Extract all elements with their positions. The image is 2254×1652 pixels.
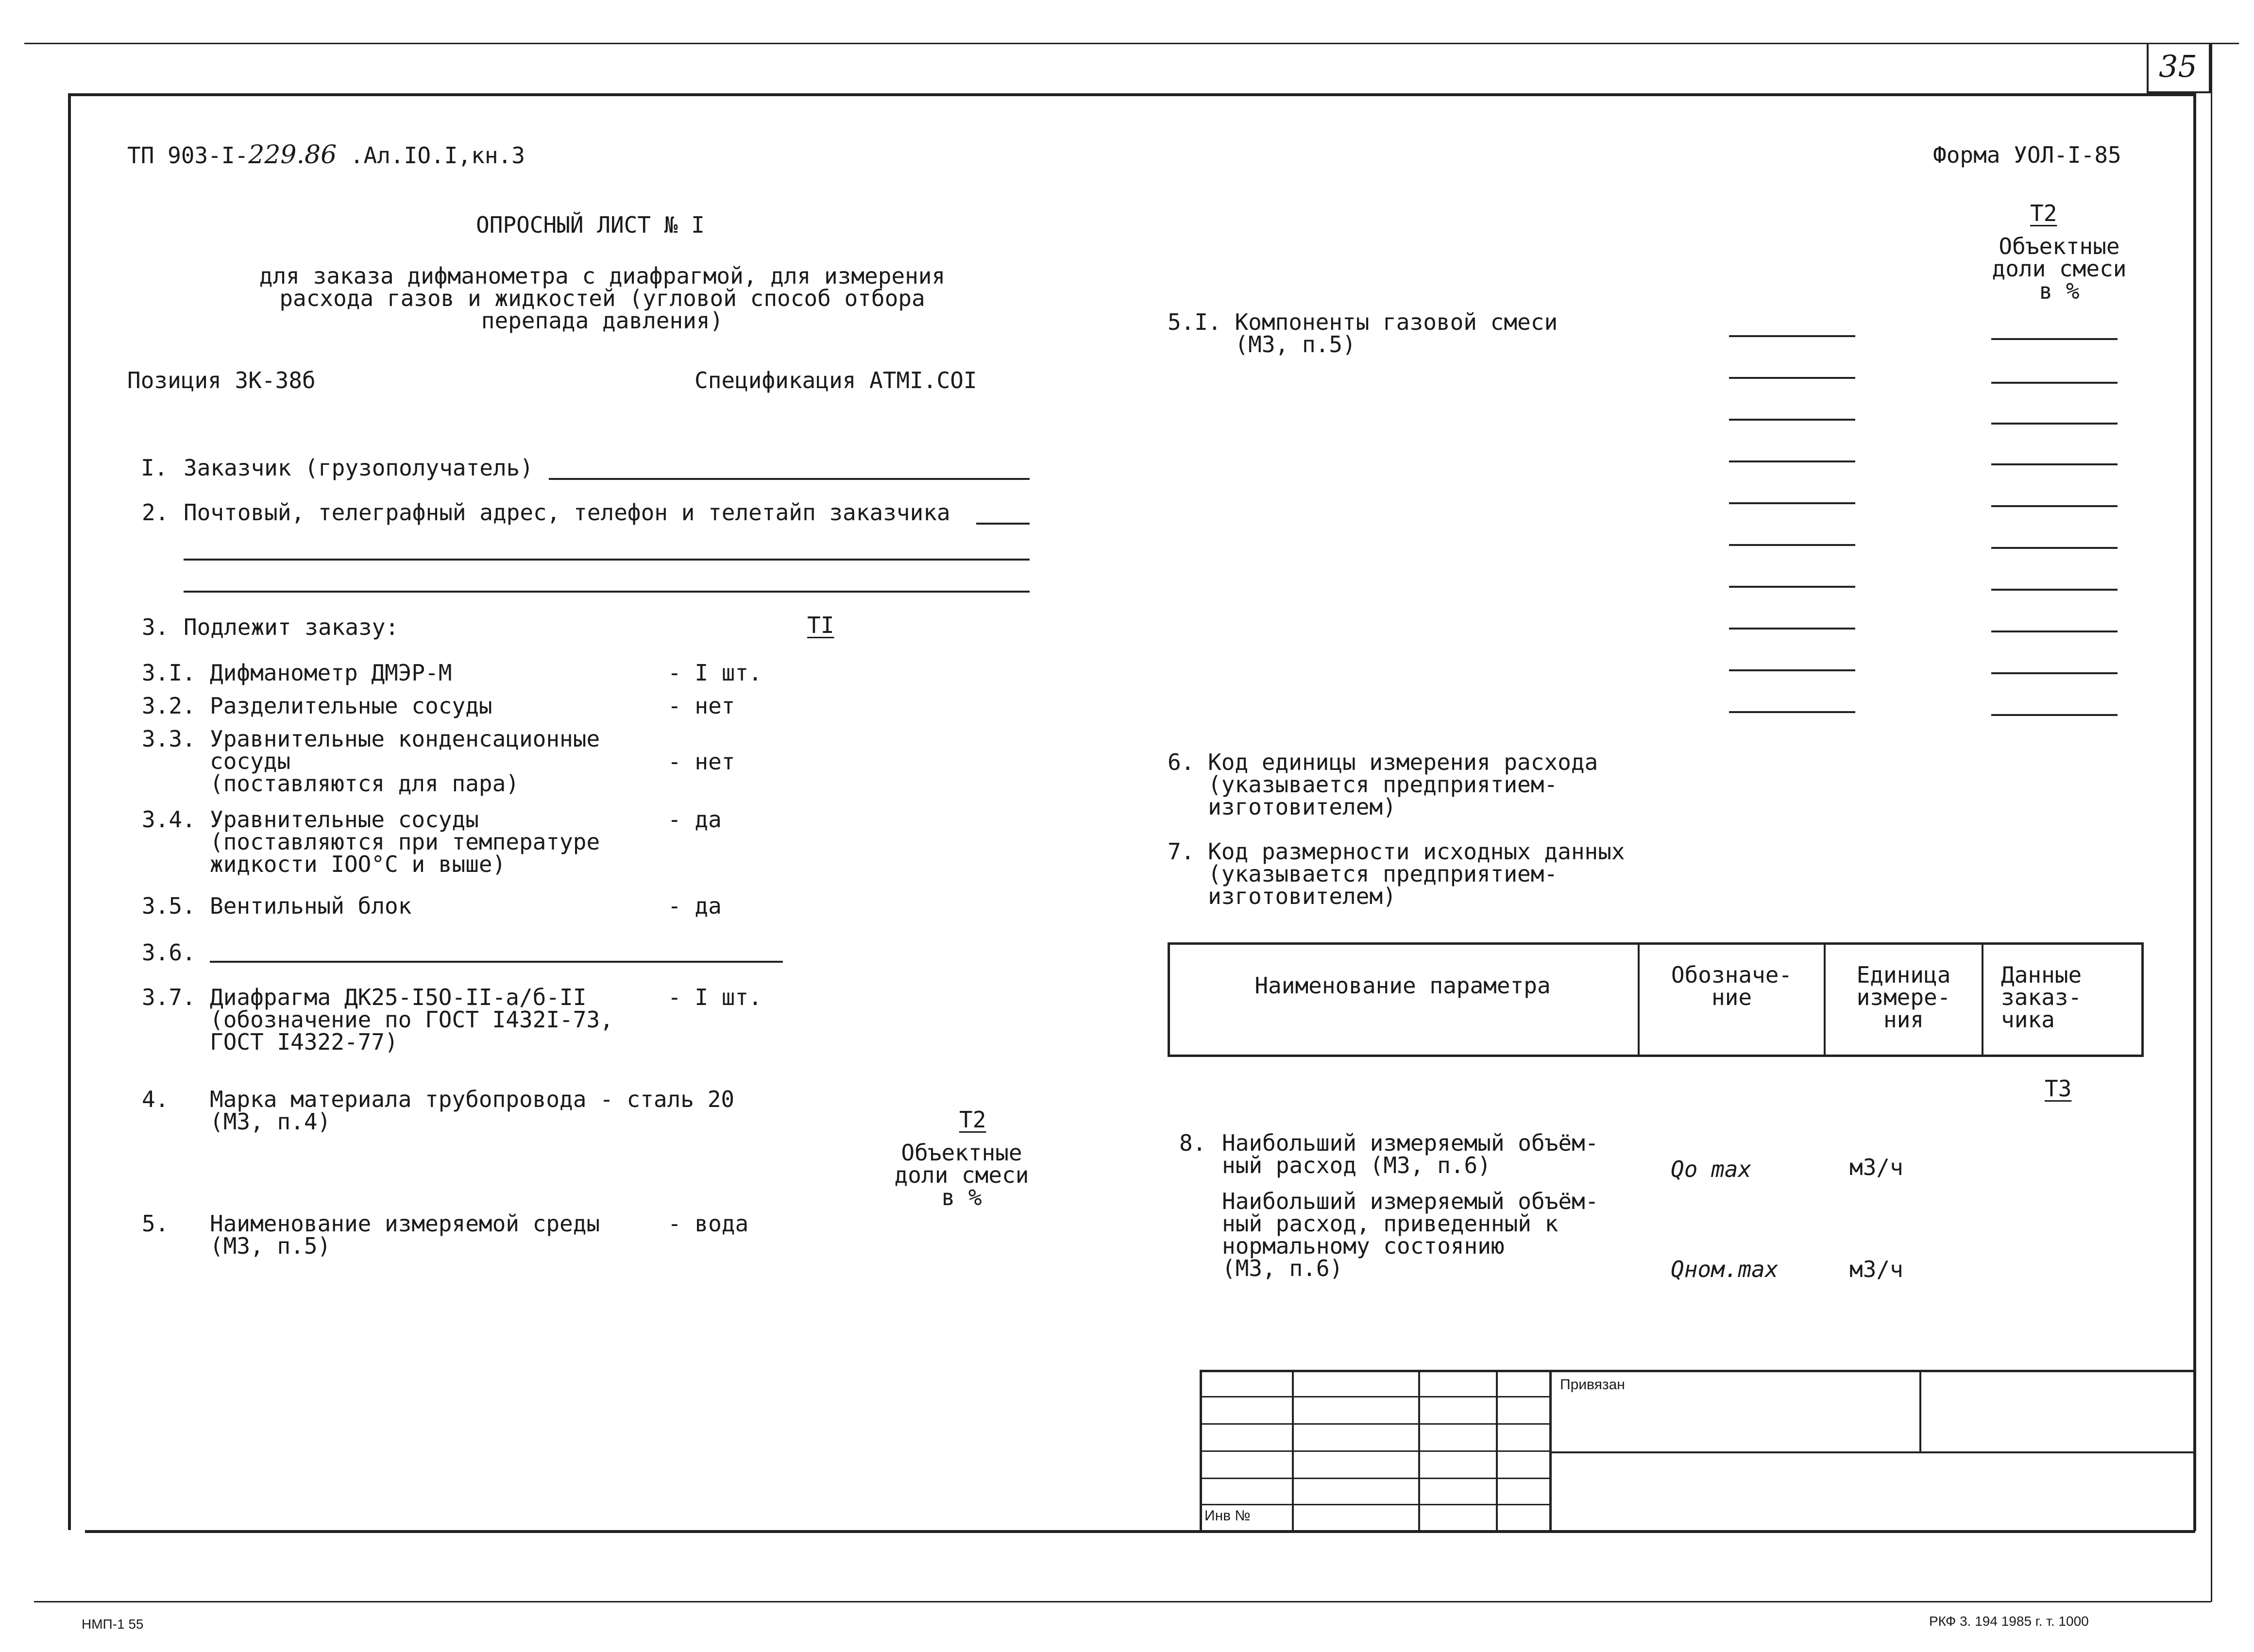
t2-right-caption: Объектные доли смеси в %	[1992, 233, 2127, 304]
stamp-row-line	[1200, 1504, 1549, 1505]
item-1-number: I.	[141, 455, 168, 481]
fraction-line	[1991, 463, 2118, 465]
item-6-label: 6. Код единицы измерения расхода (указывается предприятием- изготовителем)	[1168, 749, 1598, 820]
item-2-fill-line	[976, 523, 1030, 525]
component-line	[1729, 419, 1855, 421]
table-header-parameter: Наименование параметра	[1254, 972, 1551, 999]
component-line	[1729, 586, 1855, 588]
item-3-5-value: - да	[668, 893, 722, 919]
table-header-customer-data: Данные заказ- чика	[2001, 962, 2082, 1033]
top-edge-line	[24, 43, 2239, 44]
item-3-2-value: - нет	[668, 693, 735, 719]
item-3-5-label: Вентильный блок	[210, 893, 412, 919]
item-3-1-number: 3.I.	[142, 660, 196, 686]
component-line	[1729, 544, 1855, 546]
item-3-1-value: - I шт.	[668, 660, 762, 686]
item-8-row2-unit: м3/ч	[1849, 1256, 1903, 1282]
stamp-divider	[1418, 1370, 1420, 1530]
doc-code-handwritten: 229.86	[248, 140, 337, 170]
item-8-row1-label: Наибольший измеряемый объём- ный расход (МЗ, п.6)	[1222, 1130, 1599, 1178]
item-7-label: 7. Код размерности исходных данных (указывается предприятием- изготовителем)	[1168, 838, 1625, 909]
frame-right-outer-line	[2211, 43, 2212, 1602]
stamp-inv-no: Инв №	[1204, 1508, 1251, 1524]
item-3-label: Подлежит заказу:	[184, 614, 399, 640]
item-2-label: Почтовый, телеграфный адрес, телефон и телетайп заказчика	[184, 499, 950, 526]
doc-code	[127, 140, 525, 170]
item-3-3-value: - нет	[668, 749, 735, 775]
subtitle-line: для заказа дифманометра с диафрагмой, для измерения	[259, 263, 946, 289]
page-title: ОПРОСНЫЙ ЛИСТ № I	[476, 212, 705, 238]
item-3-7-value: - I шт.	[668, 984, 762, 1010]
item-8-row1-symbol: Qо max	[1671, 1156, 1752, 1182]
item-3-5-number: 3.5.	[142, 893, 196, 919]
item-5-1-label: 5.I. Компоненты газовой смеси (МЗ, п.5)	[1168, 309, 1558, 358]
stamp-privyazan: Привязан	[1560, 1377, 1625, 1393]
fraction-line	[1991, 630, 2118, 632]
item-3-7-number: 3.7.	[142, 984, 196, 1010]
item-3-6-fill-line	[210, 961, 783, 963]
item-3-3-number: 3.3.	[142, 726, 196, 752]
footer-left: НМП-1 55	[82, 1617, 144, 1632]
specification-label: Спецификация АТМI.COI	[695, 367, 977, 393]
t1-mark: ТI	[807, 612, 834, 638]
item-5-label: Наименование измеряемой среды (МЗ, п.5)	[210, 1210, 600, 1259]
footer-right: РКФ 3. 194 1985 г. т. 1000	[1929, 1614, 2089, 1629]
fraction-line	[1991, 338, 2118, 340]
item-8-row1-unit: м3/ч	[1849, 1154, 1903, 1180]
item-3-7-label: Диафрагма ДК25-I5O-II-а/б-II (обозначение по ГОСТ I432I-73, ГОСТ I4322-77)	[210, 984, 613, 1055]
item-8-number: 8.	[1179, 1130, 1206, 1156]
title-subtitle	[238, 265, 966, 332]
fraction-line	[1991, 589, 2118, 591]
stamp-divider	[1496, 1370, 1498, 1530]
component-line	[1729, 335, 1855, 337]
stamp-row-line	[1200, 1423, 1549, 1425]
item-3-number: 3.	[142, 614, 169, 640]
fraction-line	[1991, 547, 2118, 549]
item-3-6-number: 3.6.	[142, 939, 196, 966]
item-4-number: 4.	[142, 1086, 169, 1112]
bottom-edge-line	[34, 1601, 2211, 1602]
fraction-line	[1991, 382, 2118, 384]
table-header-symbol: Обозначе- ние	[1671, 962, 1793, 1010]
item-3-2-label: Разделительные сосуды	[210, 693, 492, 719]
subtitle-line: перепада давления)	[481, 307, 724, 334]
item-2-address-line-1	[184, 559, 1030, 561]
stamp-row-line	[1200, 1478, 1549, 1479]
stamp-block	[1200, 1370, 2195, 1530]
frame-left-line	[68, 93, 71, 1530]
stamp-row-line	[1549, 1451, 2195, 1453]
item-3-1-label: Дифманометр ДМЭР-М	[210, 660, 452, 686]
t3-mark: ТЗ	[2045, 1075, 2072, 1102]
doc-code-prefix: ТП 903-I-	[127, 142, 249, 169]
t2-left-caption: Объектные доли смеси в %	[894, 1140, 1029, 1210]
item-5-value: - вода	[668, 1210, 749, 1237]
item-1-label: Заказчик (грузополучатель)	[184, 455, 534, 481]
item-3-4-label: Уравнительные сосуды (поставляются при температуре жидкости IOO°C и выше)	[210, 806, 600, 877]
fraction-line	[1991, 505, 2118, 507]
doc-code-suffix: .Ал.IO.I,кн.3	[337, 142, 525, 169]
table-divider	[1982, 942, 1983, 1057]
frame-right-line	[2193, 93, 2196, 1531]
stamp-divider	[1919, 1370, 1921, 1451]
t2-right-mark: Т2	[2030, 200, 2057, 226]
fraction-line	[1991, 423, 2118, 425]
fraction-line	[1991, 672, 2118, 674]
fraction-line	[1991, 714, 2118, 716]
item-4-label: Марка материала трубопровода - сталь 20 (МЗ, п.4)	[210, 1086, 735, 1135]
item-5-number: 5.	[142, 1210, 169, 1237]
position-label: Позиция ЗК-38б	[127, 367, 316, 393]
component-line	[1729, 502, 1855, 504]
stamp-row-line	[1200, 1450, 1549, 1452]
item-3-2-number: 3.2.	[142, 693, 196, 719]
component-line	[1729, 711, 1855, 713]
stamp-divider	[1549, 1370, 1552, 1530]
item-1-fill-line	[549, 478, 1030, 480]
item-3-4-number: 3.4.	[142, 806, 196, 833]
page-number: 35	[2159, 49, 2197, 84]
item-2-address-line-2	[184, 591, 1030, 593]
item-3-4-value: - да	[668, 806, 722, 833]
form-number: Форма УОЛ-I-85	[1933, 142, 2121, 168]
item-8-row2-label: Наибольший измеряемый объём- ный расход, приведенный к нормальному состоянию (МЗ, п.6)	[1222, 1188, 1599, 1281]
item-8-row2-symbol: Qном.max	[1671, 1256, 1779, 1282]
component-line	[1729, 460, 1855, 462]
table-header-unit: Единица измере- ния	[1856, 962, 1951, 1033]
stamp-divider	[1292, 1370, 1294, 1530]
item-3-3-label: Уравнительные конденсационные сосуды (поставляются для пара)	[210, 726, 600, 797]
component-line	[1729, 669, 1855, 671]
frame-top-line	[68, 93, 2195, 96]
item-2-number: 2.	[142, 499, 169, 526]
t2-left-mark: Т2	[959, 1107, 986, 1133]
component-line	[1729, 628, 1855, 630]
component-line	[1729, 377, 1855, 379]
subtitle-line: расхода газов и жидкостей (угловой способ отбора	[279, 285, 925, 311]
frame-bottom-line	[85, 1530, 2195, 1533]
stamp-row-line	[1200, 1396, 1549, 1397]
